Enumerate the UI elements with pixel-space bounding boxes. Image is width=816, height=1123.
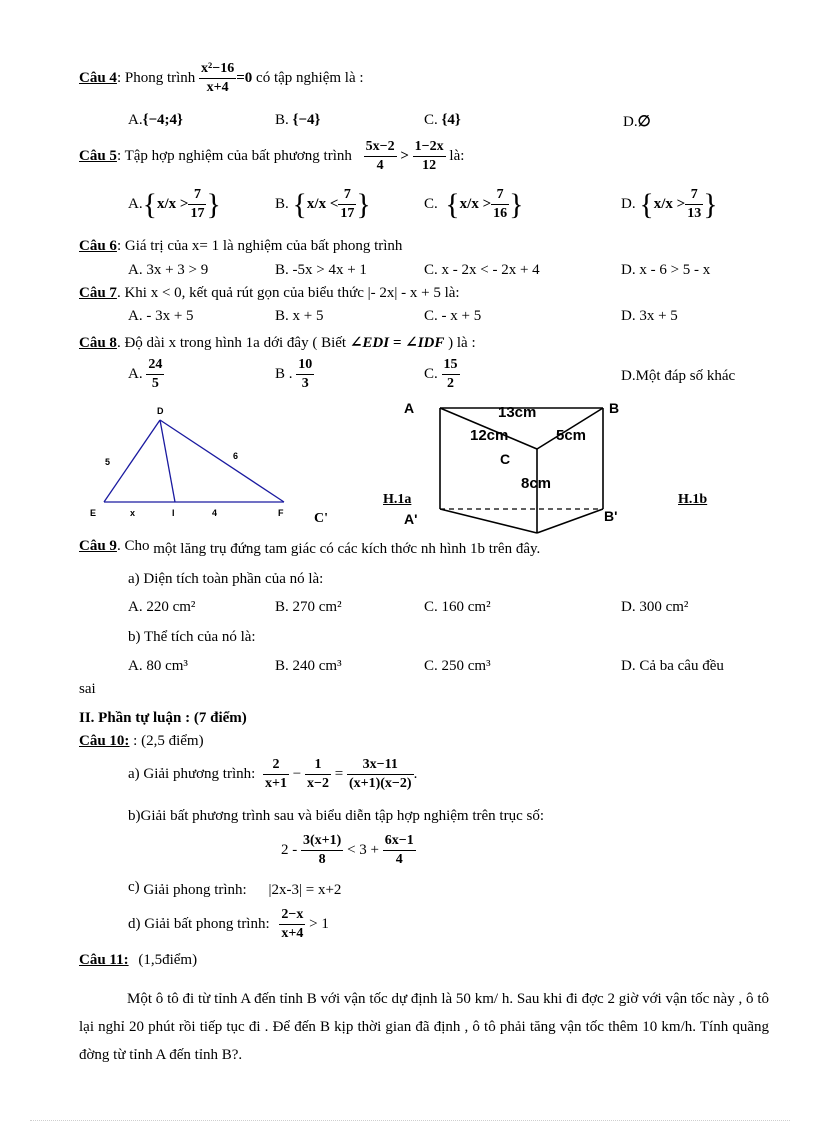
q9-b-option-c: C. 250 cm³ xyxy=(424,658,491,674)
figure-1b xyxy=(380,396,740,536)
q9-b-option-d: D. Cả ba câu đều xyxy=(621,658,724,674)
prism-vertex-a: A xyxy=(404,400,415,416)
q4-text2: có tập nghiệm là : xyxy=(256,69,364,86)
q7-label: Câu 7 xyxy=(79,285,117,301)
q4-text1: Phong trình xyxy=(124,69,196,86)
q5-text2: là: xyxy=(449,147,465,164)
q9-b-option-b: B. 240 cm³ xyxy=(275,658,342,674)
q4-option-d: D.∅ xyxy=(623,114,651,130)
prism-vertex-c: C xyxy=(500,451,511,467)
page-footer-rule xyxy=(30,1120,790,1121)
q5-line: Câu 5: Tập hợp nghiệm của bất phương trình $\frac{5x-2}{4}$ > $\frac{1-2x}{12}$ là: xyxy=(79,139,465,173)
q9-a-option-c: C. 160 cm² xyxy=(424,599,491,615)
len-df: 6 xyxy=(233,451,239,461)
q4-label: Câu 4 xyxy=(79,69,117,86)
prism-height: 8cm xyxy=(521,475,552,492)
q6-option-a: A. 3x + 3 > 9 xyxy=(128,262,209,278)
q9-text-a: Cho xyxy=(124,538,150,554)
prism-bottom-ac xyxy=(440,509,537,533)
vertex-e: E xyxy=(90,508,97,518)
prism-len-bc: 5cm xyxy=(556,427,587,444)
q7-option-c: C. - x + 5 xyxy=(424,308,482,324)
edge-de xyxy=(104,420,160,502)
edge-di xyxy=(160,420,175,502)
q9-part-a: a) Diện tích toàn phần của nó là: xyxy=(128,571,324,587)
q9-b-option-a: A. 80 cm³ xyxy=(128,658,188,674)
q5-option-c: C. { x/x > $\frac{7}{16}$ } xyxy=(424,187,524,221)
q4-equation-rhs: =0 xyxy=(236,69,253,86)
q10-d: d) Giải bất phong trình: $\frac{2-x}{x+4}$ > 1 xyxy=(128,907,329,941)
q10-points: : (2,5 điểm) xyxy=(133,733,204,749)
q8-option-b: B . $\frac{10}{3}$ xyxy=(275,357,313,391)
q11-points: (1,5điểm) xyxy=(138,952,198,968)
prism-bottom-bc xyxy=(537,509,603,533)
q7-option-b: B. x + 5 xyxy=(275,308,324,324)
q5-option-d: D. { x/x > $\frac{7}{13}$ } xyxy=(621,187,718,221)
prism-vertex-a2: A' xyxy=(404,511,418,527)
q8-text2: ) là : xyxy=(448,335,476,351)
len-de: 5 xyxy=(105,457,111,467)
q6-option-c: C. x - 2x < - 2x + 4 xyxy=(424,262,540,278)
q9-part-b: b) Thể tích của nó là: xyxy=(128,629,256,645)
prism-vertex-b2: B' xyxy=(604,508,618,524)
len-if: 4 xyxy=(212,508,218,518)
q9-a-option-b: B. 270 cm² xyxy=(275,599,342,615)
q5-option-b: B. { x/x < $\frac{7}{17}$ } xyxy=(275,187,371,221)
q7-line: Câu 7. Khi x < 0, kết quả rút gọn của biểu thức |- 2x| - x + 5 là: xyxy=(79,285,460,301)
q8-line: Câu 8. Độ dài x trong hình 1a dới đây ( Biết ∠EDI = ∠IDF ) là : xyxy=(79,335,476,351)
figure-1a xyxy=(84,400,304,525)
q10-line xyxy=(79,733,204,750)
prism-vertex-c2: C' xyxy=(314,511,328,526)
len-ei: x xyxy=(130,508,136,518)
q11-paragraph: Một ô tô đi từ tỉnh A đến tỉnh B với vận tốc dự định là 50 km/ h. Sau khi đi đợc 2 giờ với vận tốc này , ô tô lại nghỉ 20 phút rồi tiếp tục đi . Để đến B kịp thời gian đã định , ô tô phải tăng vận tốc thêm 10 km/h. Tính quãng đờng từ tỉnh A đến tỉnh B?. xyxy=(79,991,769,1063)
vertex-f: F xyxy=(278,508,284,518)
q4-line: Câu 4: Phong trình $\frac{\text{x²−16}}{x+4}$ =0 có tập nghiệm là : xyxy=(79,61,364,95)
prism-len-ab: 13cm xyxy=(498,404,537,421)
q11-line xyxy=(79,952,197,969)
q9-text-b: một lăng trụ đứng tam giác có các kích thớc nh hình 1b trên đây. xyxy=(153,541,541,557)
q5-option-a: A. { x/x > $\frac{7}{17}$ } xyxy=(128,187,221,221)
q6-text: Giá trị của x= 1 là nghiệm của bất phong trình xyxy=(124,238,403,254)
q10-c: c) Giải phong trình: |2x-3| = x+2 xyxy=(128,879,342,898)
q9-a-option-d: D. 300 cm² xyxy=(621,599,689,615)
q9-a-option-a: A. 220 cm² xyxy=(128,599,196,615)
prism-vertex-b: B xyxy=(609,400,620,416)
q4-option-b: B. {−4} xyxy=(275,112,321,128)
q5-text1: Tập hợp nghiệm của bất phương trình xyxy=(124,147,352,164)
q4-equation-fraction: $\frac{\text{x²−16}}{x+4}$ xyxy=(201,61,235,95)
q5-label: Câu 5 xyxy=(79,147,117,164)
q9-b-option-d-cont: sai xyxy=(79,681,96,697)
q9-label: Câu 9 xyxy=(79,538,117,554)
q6-option-d: D. x - 6 > 5 - x xyxy=(621,262,711,278)
q8-option-c: C. $\frac{15}{2}$ xyxy=(424,357,458,391)
q11-label: Câu 11: xyxy=(79,952,129,968)
q8-option-d: D.Một đáp số khác xyxy=(621,368,736,384)
vertex-i: I xyxy=(172,508,175,518)
q10-b-inequality: 2 - $\frac{3(x+1)}{8}$ < 3 + $\frac{6x-1}{4}$ xyxy=(281,833,414,867)
q6-option-b: B. -5x > 4x + 1 xyxy=(275,262,367,278)
q4-option-a: A.{−4;4} xyxy=(128,112,183,128)
q7-option-d: D. 3x + 5 xyxy=(621,308,678,324)
q8-label: Câu 8 xyxy=(79,335,117,351)
q4-option-c: C. {4} xyxy=(424,112,461,128)
vertex-d: D xyxy=(157,406,164,416)
figure-1a-caption: H.1a xyxy=(383,492,412,507)
q7-option-a: A. - 3x + 5 xyxy=(128,308,194,324)
q5-relation: > xyxy=(400,147,409,164)
edge-df xyxy=(160,420,284,502)
q8-angle: ∠EDI = ∠IDF xyxy=(349,335,445,351)
prism-len-ac: 12cm xyxy=(470,427,509,444)
q10-a: a) Giải phương trình: $\frac{2}{x+1}$ − $\frac{1}{x-2}$ = $\frac{3x-11}{(x+1)(x-2)}$ . xyxy=(128,757,418,791)
part2-heading: II. Phần tự luận : (7 điểm) xyxy=(79,710,247,726)
q7-text: Khi x < 0, kết quả rút gọn của biểu thức |- 2x| - x + 5 là: xyxy=(124,285,460,301)
q6-line: Câu 6: Giá trị của x= 1 là nghiệm của bất phong trình xyxy=(79,238,403,254)
figure-1b-caption: H.1b xyxy=(678,492,708,507)
q8-text1: Độ dài x trong hình 1a dới đây ( Biết xyxy=(124,335,347,351)
q5-fraction-left: $\frac{5x-2}{4}$ xyxy=(365,139,395,173)
q9-line: Câu 9. Cho một lăng trụ đứng tam giác có các kích thớc nh hình 1b trên đây. xyxy=(79,538,541,557)
q10-b: b)Giải bất phương trình sau và biểu diễn tập hợp nghiệm trên trục số: xyxy=(128,808,544,824)
q5-fraction-right: $\frac{1-2x}{12}$ xyxy=(414,139,444,173)
q6-label: Câu 6 xyxy=(79,238,117,254)
q8-option-a: A. $\frac{24}{5}$ xyxy=(128,357,163,391)
q10-label: Câu 10: xyxy=(79,733,130,749)
